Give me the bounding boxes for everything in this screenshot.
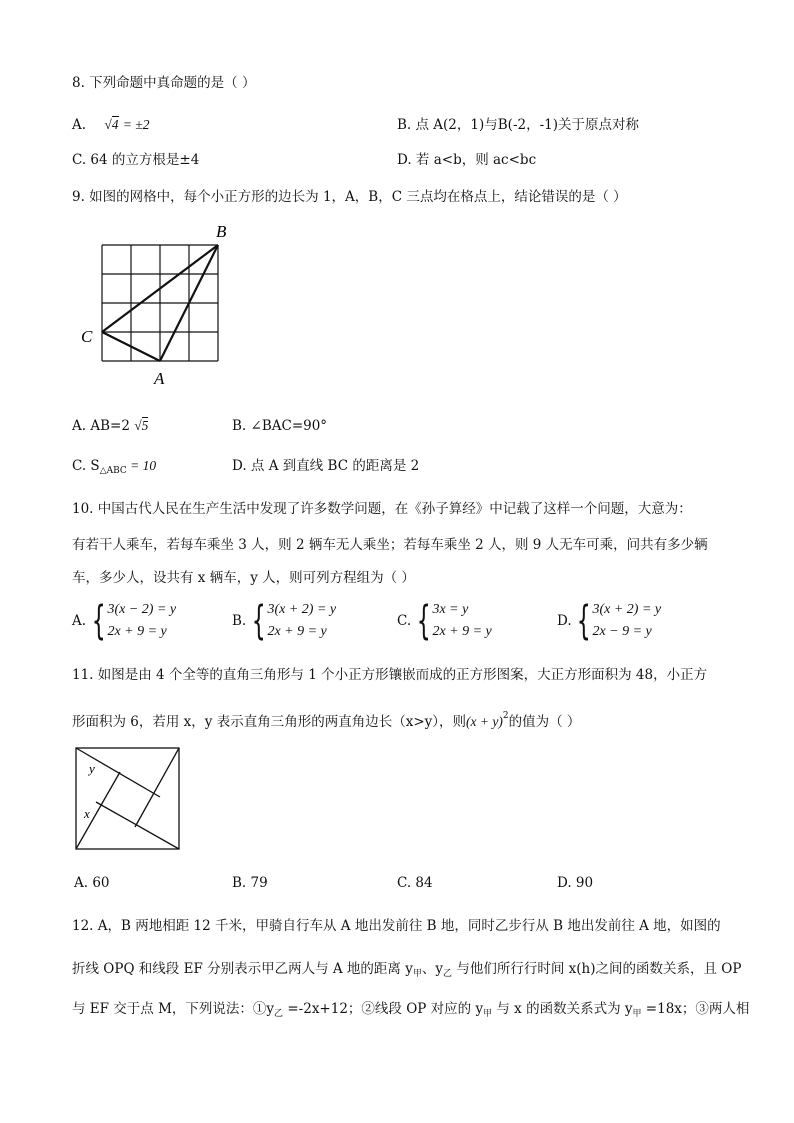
q12-line2-pre: 折线 OPQ 和线段 EF 分别表示甲乙两人与 A 地的距离 y xyxy=(72,961,413,977)
leg-label-y: y xyxy=(89,761,95,776)
q12-line1: 12. A，B 两地相距 12 千米，甲骑自行车从 A 地出发前往 B 地，同时乙步行从 B 地出发前往 A 地，如图的 xyxy=(72,918,721,934)
q10-line1: 10. 中国古代人民在生产生活中发现了许多数学问题，在《孙子算经》中记载了这样一个问题，大意为： xyxy=(72,501,692,517)
q10-option-b-label: B. xyxy=(232,613,247,629)
q10-line3: 车，多少人，设共有 x 辆车，y 人，则可列方程组为（ ） xyxy=(72,570,415,586)
q8-option-b: B. 点 A(2，1)与B(-2，-1)关于原点对称 xyxy=(397,117,640,133)
q8-stem: 8. 下列命题中真命题的是（ ） xyxy=(72,75,256,91)
q10-c-eq1: 3x = y xyxy=(432,602,469,617)
leg-label-x: x xyxy=(84,806,90,821)
q10-option-c-label: C. xyxy=(397,613,412,629)
q12-line3-post: =18x；③两人相 xyxy=(641,1001,750,1017)
q9-a-prefix: A. AB=2 xyxy=(72,418,130,434)
q10-option-d-system: { 3(x + 2) = y 2x − 9 = y xyxy=(576,598,662,644)
q10-d-eq1: 3(x + 2) = y xyxy=(592,602,662,617)
q11-expr: (x + y) xyxy=(466,714,503,729)
q10-option-a-system: { 3(x − 2) = y 2x + 9 = y xyxy=(91,598,177,644)
q9-option-b: B. ∠BAC=90° xyxy=(232,418,328,434)
q12-line3-pre: 与 EF 交于点 M，下列说法：①y xyxy=(72,1001,275,1017)
q11-line2-pre: 形面积为 6，若用 x，y 表示直角三角形的两直角边长（x>y），则 xyxy=(72,714,467,730)
q8-a-rest: = ±2 xyxy=(122,117,150,132)
q10-d-eq2: 2x − 9 = y xyxy=(592,624,652,639)
q12-line3-sub1: 乙 xyxy=(274,1009,284,1019)
q12-line2-post: 与他们所行行时间 x(h)之间的函数关系，且 OP xyxy=(452,961,742,977)
q12-line3-mid1: =-2x+12；②线段 OP 对应的 y xyxy=(283,1001,484,1017)
point-label-a: A xyxy=(154,369,165,388)
q9-option-c xyxy=(72,457,156,480)
q12-line3 xyxy=(72,1000,749,1023)
q11-option-c: C. 84 xyxy=(397,875,433,891)
q9-option-a: A. AB=2 √5 xyxy=(72,418,149,434)
q10-a-eq1: 3(x − 2) = y xyxy=(107,602,177,617)
point-label-b: B xyxy=(216,222,227,241)
q9-option-d: D. 点 A 到直线 BC 的距离是 2 xyxy=(232,458,420,474)
q10-option-d-label: D. xyxy=(557,613,572,629)
q9-a-radicand: 5 xyxy=(141,418,149,433)
q12-line2-sub1: 甲 xyxy=(412,969,422,979)
q9-stem: 9. 如图的网格中，每个小正方形的边长为 1，A，B，C 三点均在格点上，结论错误的是（ ） xyxy=(72,189,627,205)
q11-line2-post: 的值为（ ） xyxy=(508,714,581,730)
q10-option-b-system: { 3(x + 2) = y 2x + 9 = y xyxy=(251,598,337,644)
q11-option-d: D. 90 xyxy=(557,875,594,891)
q10-option-a-label: A. xyxy=(72,613,87,629)
q12-line3-sub3: 甲 xyxy=(632,1009,642,1019)
q10-c-eq2: 2x + 9 = y xyxy=(432,624,492,639)
q12-line3-mid2: 与 x 的函数关系式为 y xyxy=(492,1001,633,1017)
q10-line2: 有若干人乘车，若每车乘坐 3 人，则 2 辆车无人乘坐；若每车乘坐 2 人，则 9 人无车可乘，问共有多少辆 xyxy=(72,537,708,553)
q8-a-radicand: 4 xyxy=(111,117,119,132)
q8-option-c: C. 64 的立方根是±4 xyxy=(72,152,200,168)
q11-line2 xyxy=(72,707,580,731)
q9-c-prefix: C. S xyxy=(72,458,100,474)
q11-option-b: B. 79 xyxy=(232,875,268,891)
q11-expr-sup: 2 xyxy=(502,711,509,721)
q10-a-eq2: 2x + 9 = y xyxy=(107,624,167,639)
q12-line2-sub2: 乙 xyxy=(443,969,453,979)
q8-option-d: D. 若 a<b，则 ac<bc xyxy=(397,152,537,168)
q10-b-eq2: 2x + 9 = y xyxy=(267,624,327,639)
q12-line3-sub2: 甲 xyxy=(483,1009,493,1019)
q8-a-label: A. xyxy=(72,117,87,133)
q10-b-eq1: 3(x + 2) = y xyxy=(267,602,337,617)
point-label-c: C xyxy=(81,327,93,346)
q12-line2-mid: 、y xyxy=(421,961,444,977)
q11-option-a: A. 60 xyxy=(74,875,110,891)
q9-c-rest: = 10 xyxy=(126,458,157,473)
q11-line1: 11. 如图是由 4 个全等的直角三角形与 1 个小正方形镶嵌而成的正方形图案，大正方形面积为 48，小正方 xyxy=(72,667,708,683)
grid-lines xyxy=(102,245,218,361)
q10-option-c-system: { 3x = y 2x + 9 = y xyxy=(416,598,492,644)
q11-square-figure xyxy=(74,746,182,852)
q9-c-sub: △ABC xyxy=(99,466,127,476)
q8-option-a: A. √4 = ±2 xyxy=(72,117,150,133)
q12-line2 xyxy=(72,960,741,983)
q9-grid-figure xyxy=(76,218,236,390)
